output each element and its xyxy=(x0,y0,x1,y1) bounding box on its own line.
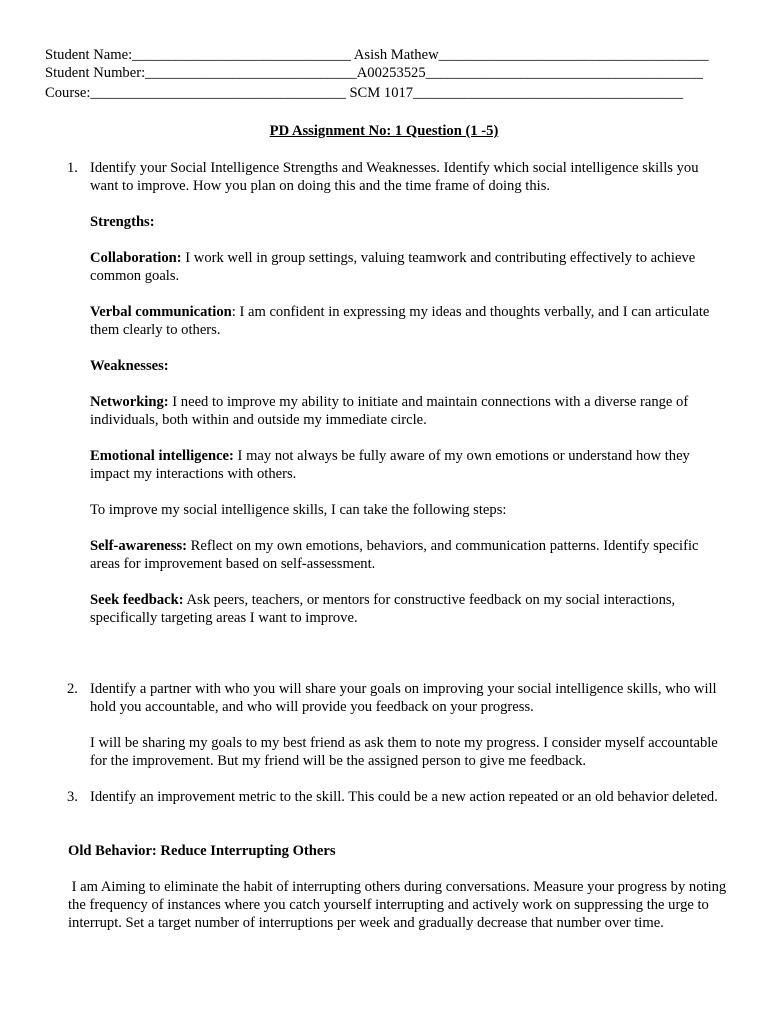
collaboration-text: I work well in group settings, valuing teamwork and contributing effectively to achieve common goals. xyxy=(90,250,696,284)
q1-number: 1. xyxy=(67,160,78,176)
course-line: Course:___________________________________ SCM 1017_____________________________________ xyxy=(45,85,684,101)
q3-number: 3. xyxy=(67,789,78,805)
networking-text: I need to improve my ability to initiate and maintain connections with a diverse range of individuals, both within and outside my immediate circle. xyxy=(90,394,689,428)
student-name-line: Student Name:______________________________ Asish Mathew_____________________________________ xyxy=(45,47,709,63)
q3-answer: I am Aiming to eliminate the habit of interrupting others during conversations. Measure your progress by noting the frequency of instances where you catch yourself interrupting and actively work on suppressing the urge to interrupt. Set a target number of interruptions per week and gradually decrease that number over time. xyxy=(68,879,730,931)
verbal-text: : I am confident in expressing my ideas and thoughts verbally, and I can articulate them clearly to others. xyxy=(90,304,710,338)
q2-prompt: Identify a partner with who you will share your goals on improving your social intelligence skills, who will hold you accountable, and who will provide you feedback on your progress. xyxy=(90,681,717,715)
q2-answer: I will be sharing my goals to my best friend as ask them to note my progress. I consider myself accountable for the improvement. But my friend will be the assigned person to give me feedback. xyxy=(90,735,718,769)
q2-number: 2. xyxy=(67,681,78,697)
self-awareness-label: Self-awareness: xyxy=(90,538,188,554)
q1-prompt: Identify your Social Intelligence Strengths and Weaknesses. Identify which social intelligence skills you want to improve. How you plan on doing this and the time frame of doing this. xyxy=(90,160,699,194)
q3-prompt: Identify an improvement metric to the skill. This could be a new action repeated or an old behavior deleted. xyxy=(90,789,718,805)
verbal-communication-paragraph xyxy=(90,303,730,339)
document-title: PD Assignment No: 1 Question (1 -5) xyxy=(269,123,499,139)
emotional-label: Emotional intelligence: xyxy=(90,448,234,464)
networking-paragraph xyxy=(90,393,730,429)
self-awareness-paragraph xyxy=(90,537,730,573)
networking-label: Networking: xyxy=(90,394,169,410)
self-awareness-text: Reflect on my own emotions, behaviors, and communication patterns. Identify specific areas for improvement based on self-assessment. xyxy=(90,538,699,572)
collaboration-paragraph xyxy=(90,249,730,285)
steps-intro: To improve my social intelligence skills, I can take the following steps: xyxy=(90,502,507,518)
seek-feedback-paragraph xyxy=(90,591,730,627)
weaknesses-heading: Weaknesses: xyxy=(90,358,169,374)
old-behavior-heading: Old Behavior: Reduce Interrupting Others xyxy=(68,843,336,859)
seek-feedback-label: Seek feedback: xyxy=(90,592,184,608)
strengths-heading: Strengths: xyxy=(90,214,155,230)
seek-feedback-text: Ask peers, teachers, or mentors for constructive feedback on my social interactions, specifically targeting areas I want to improve. xyxy=(90,592,676,626)
emotional-intelligence-paragraph xyxy=(90,447,730,483)
verbal-label: Verbal communication xyxy=(90,304,232,320)
student-number-line: Student Number:_____________________________A00253525______________________________________ xyxy=(45,65,703,81)
collaboration-label: Collaboration: xyxy=(90,250,182,266)
emotional-text: I may not always be fully aware of my own emotions or understand how they impact my interactions with others. xyxy=(90,448,690,482)
